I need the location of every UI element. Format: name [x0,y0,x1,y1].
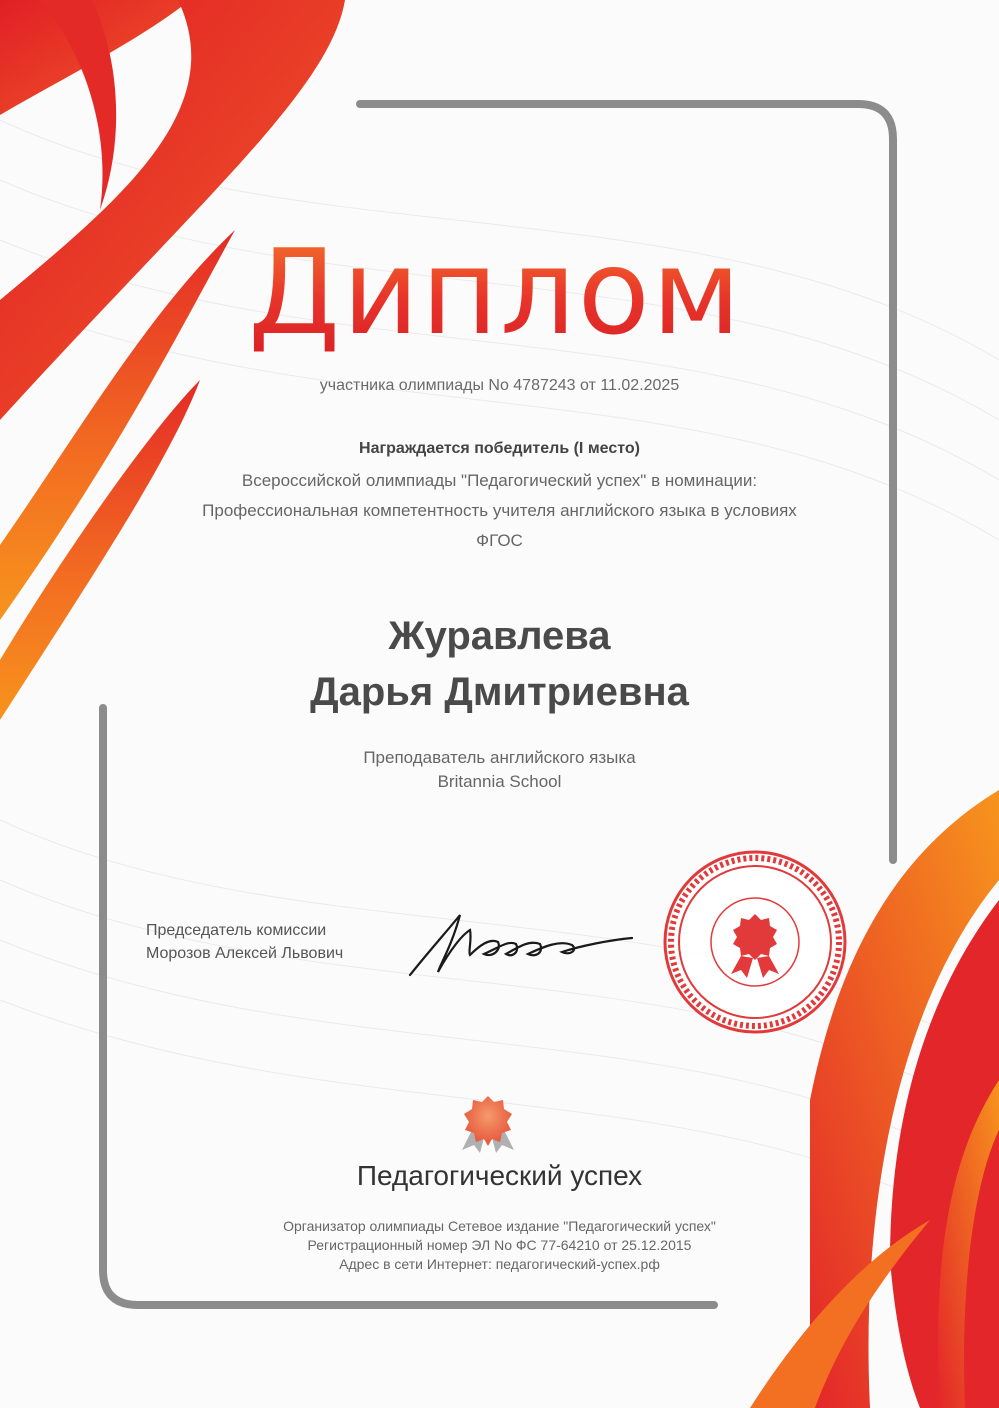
award-heading: Награждается победитель (I место) [359,440,640,457]
signatory-name: Морозов Алексей Львович [146,945,344,962]
signatory-role: Председатель комиссии [146,922,327,939]
website-line: Адрес в сети Интернет: педагогический-успех.рф [339,1256,660,1272]
diploma-subtitle: участника олимпиады No 4787243 от 11.02.2025 [319,377,680,394]
award-line-olympiad: Всероссийской олимпиады "Педагогический успех" в номинации: [241,471,758,490]
organizer-line: Организатор олимпиады Сетевое издание "Педагогический успех" [283,1218,716,1234]
frame-bottom-left [103,708,714,1305]
recipient-given-names: Дарья Дмитриевна [310,670,689,714]
award-line-fgos: ФГОС [476,531,523,550]
award-line-nomination: Профессиональная компетентность учителя английского языка в условиях [202,501,797,520]
logo-rosette [462,1096,514,1153]
recipient-position: Преподаватель английского языка [363,748,636,767]
diploma-title: Диплом [0,222,995,362]
recipient-organization: Britannia School [437,772,562,791]
stamp-seal [665,852,845,1032]
recipient-name [0,608,999,720]
signature-scribble [410,915,632,975]
recipient-surname: Журавлева [388,614,611,658]
brand-name: Педагогический успех [356,1160,643,1191]
registration-line: Регистрационный номер ЭЛ No ФС 77-64210 от 25.12.2015 [307,1237,692,1253]
